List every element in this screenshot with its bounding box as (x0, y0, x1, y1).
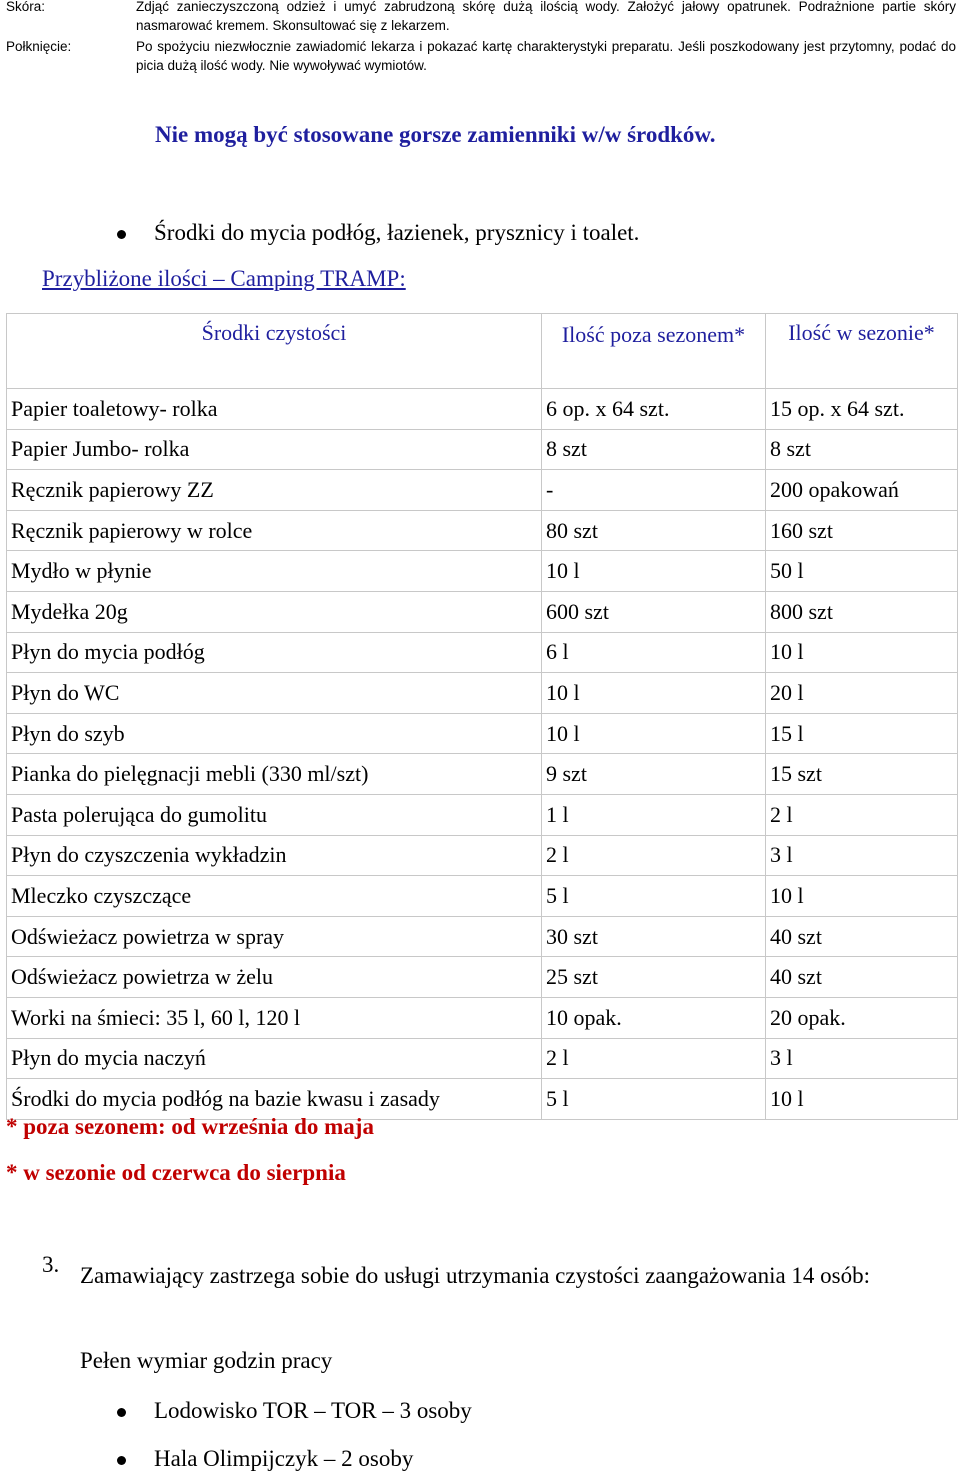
table-row (7, 957, 958, 998)
cell-product: Mydło w płynie (7, 551, 542, 592)
table-row (7, 835, 958, 876)
cell-product: Płyn do mycia podłóg (7, 632, 542, 673)
bullet-dot (117, 1456, 126, 1465)
cell-off-season-qty: 5 l (542, 1079, 766, 1120)
substitute-warning: Nie mogą być stosowane gorsze zamienniki w/w środków. (155, 122, 716, 147)
first-aid-ingestion-label: Połknięcie: (6, 39, 72, 54)
cell-off-season-qty: 9 szt (542, 754, 766, 795)
header-product: Środki czystości (7, 314, 542, 389)
bullet-dot (117, 230, 126, 239)
cell-in-season-qty: 8 szt (766, 429, 958, 470)
cell-in-season-qty: 10 l (766, 876, 958, 917)
cell-product: Środki do mycia podłóg na bazie kwasu i zasady (7, 1079, 542, 1120)
cell-off-season-qty: 80 szt (542, 510, 766, 551)
cell-off-season-qty: 10 l (542, 551, 766, 592)
cell-in-season-qty: 20 opak. (766, 997, 958, 1038)
bullet-cleaning-agents-text: Środki do mycia podłóg, łazienek, prysznicy i toalet. (154, 220, 640, 245)
note-in-season: * w sezonie od czerwca do sierpnia (6, 1160, 346, 1185)
bullet-dot (117, 1408, 126, 1417)
cell-product: Papier Jumbo- rolka (7, 429, 542, 470)
cell-off-season-qty: 2 l (542, 1038, 766, 1079)
cell-off-season-qty: 8 szt (542, 429, 766, 470)
header-in-season: Ilość w sezonie* (766, 314, 958, 389)
section-subtitle: Przybliżone ilości – Camping TRAMP: (42, 266, 406, 291)
cell-in-season-qty: 3 l (766, 1038, 958, 1079)
table-row (7, 470, 958, 511)
cell-in-season-qty: 15 szt (766, 754, 958, 795)
cell-product: Płyn do czyszczenia wykładzin (7, 835, 542, 876)
cell-off-season-qty: 1 l (542, 794, 766, 835)
cell-in-season-qty: 10 l (766, 632, 958, 673)
header-off-season: Ilość poza sezonem* (542, 314, 766, 389)
cell-in-season-qty: 160 szt (766, 510, 958, 551)
cell-in-season-qty: 800 szt (766, 591, 958, 632)
cell-product: Odświeżacz powietrza w żelu (7, 957, 542, 998)
first-aid-skin-text: Zdjąć zanieczyszczoną odzież i umyć zabrudzoną skórę dużą ilością wody. Założyć jałowy opatrunek. Podrażnione partie skóry nasmarować kremem. Skonsultować się z lekarzem. (136, 0, 956, 33)
table-row (7, 1038, 958, 1079)
cell-off-season-qty: 10 l (542, 713, 766, 754)
cell-off-season-qty: 30 szt (542, 916, 766, 957)
cell-product: Ręcznik papierowy w rolce (7, 510, 542, 551)
cell-in-season-qty: 10 l (766, 1079, 958, 1120)
cell-product: Płyn do WC (7, 673, 542, 714)
cell-product: Worki na śmieci: 35 l, 60 l, 120 l (7, 997, 542, 1038)
table-row (7, 713, 958, 754)
cell-off-season-qty: 6 op. x 64 szt. (542, 389, 766, 430)
cell-in-season-qty: 15 op. x 64 szt. (766, 389, 958, 430)
cell-in-season-qty: 3 l (766, 835, 958, 876)
cell-product: Pasta polerująca do gumolitu (7, 794, 542, 835)
table-row (7, 794, 958, 835)
cell-product: Ręcznik papierowy ZZ (7, 470, 542, 511)
table-row (7, 916, 958, 957)
cell-in-season-qty: 40 szt (766, 957, 958, 998)
table-row (7, 510, 958, 551)
table-row (7, 673, 958, 714)
table-row (7, 591, 958, 632)
cell-product: Płyn do mycia naczyń (7, 1038, 542, 1079)
supplies-table-body (7, 389, 958, 1120)
cell-in-season-qty: 2 l (766, 794, 958, 835)
full-time-heading: Pełen wymiar godzin pracy (80, 1348, 333, 1373)
cell-product: Pianka do pielęgnacji mebli (330 ml/szt) (7, 754, 542, 795)
cell-off-season-qty: 25 szt (542, 957, 766, 998)
first-aid-skin-label: Skóra: (6, 0, 46, 14)
cell-off-season-qty: 2 l (542, 835, 766, 876)
table-row (7, 754, 958, 795)
first-aid-ingestion (6, 37, 956, 77)
table-row (7, 876, 958, 917)
cell-off-season-qty: 6 l (542, 632, 766, 673)
cell-off-season-qty: 600 szt (542, 591, 766, 632)
section-3-number: 3. (42, 1252, 60, 1277)
cell-in-season-qty: 40 szt (766, 916, 958, 957)
cell-in-season-qty: 200 opakowań (766, 470, 958, 511)
cell-off-season-qty: 10 opak. (542, 997, 766, 1038)
table-row (7, 551, 958, 592)
cell-in-season-qty: 15 l (766, 713, 958, 754)
supplies-table (6, 313, 958, 1120)
cell-off-season-qty: - (542, 470, 766, 511)
cell-off-season-qty: 5 l (542, 876, 766, 917)
table-row (7, 429, 958, 470)
cell-product: Papier toaletowy- rolka (7, 389, 542, 430)
table-row (7, 632, 958, 673)
cell-product: Odświeżacz powietrza w spray (7, 916, 542, 957)
staff-item-text: Hala Olimpijczyk – 2 osoby (154, 1446, 414, 1471)
note-off-season: * poza sezonem: od września do maja (6, 1114, 374, 1139)
cell-product: Mleczko czyszczące (7, 876, 542, 917)
table-header-row (7, 314, 958, 389)
cell-in-season-qty: 50 l (766, 551, 958, 592)
table-row (7, 997, 958, 1038)
cell-product: Mydełka 20g (7, 591, 542, 632)
section-3-text: Zamawiający zastrzega sobie do usługi utrzymania czystości zaangażowania 14 osób: (80, 1263, 871, 1288)
first-aid-ingestion-text: Po spożyciu niezwłocznie zawiadomić lekarza i pokazać kartę charakterystyki preparatu. Jeśli poszkodowany jest przytomny, podać do picia dużą ilość wody. Nie wywoływać wymiotów. (136, 39, 956, 73)
staff-item-text: Lodowisko TOR – TOR – 3 osoby (154, 1398, 472, 1423)
cell-off-season-qty: 10 l (542, 673, 766, 714)
cell-in-season-qty: 20 l (766, 673, 958, 714)
table-row (7, 389, 958, 430)
cell-product: Płyn do szyb (7, 713, 542, 754)
first-aid-skin (6, 0, 956, 37)
